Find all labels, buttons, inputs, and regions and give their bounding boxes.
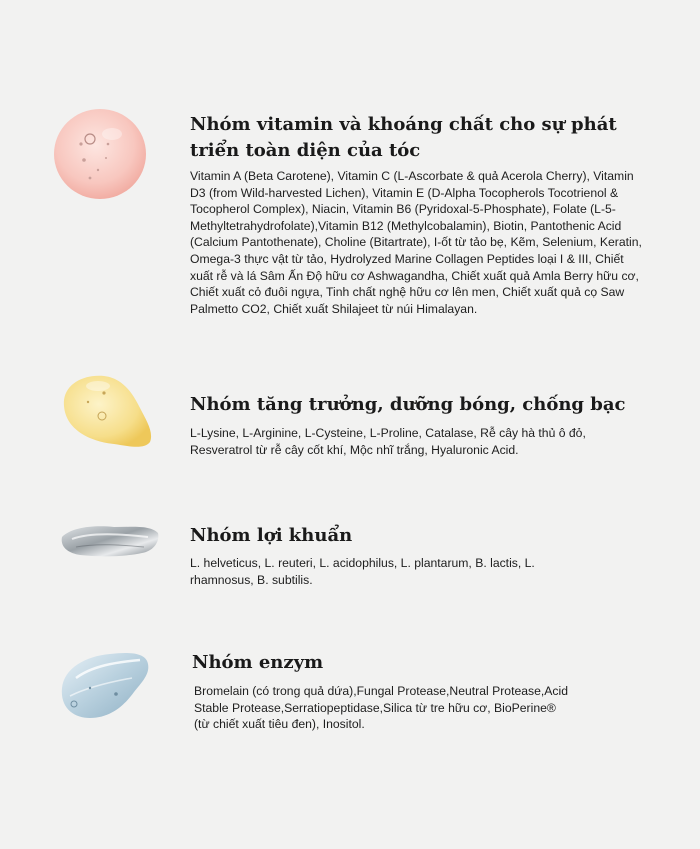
section-title: Nhóm vitamin và khoáng chất cho sự phát triển toàn diện của tóc <box>190 114 617 161</box>
blue-gel-smear-icon <box>56 648 152 724</box>
section-body: L-Lysine, L-Arginine, L-Cysteine, L-Proline, Catalase, Rễ cây hà thủ ô đỏ, Resveratrol từ rễ cây cốt khí, Mộc nhĩ trắng, Hyaluronic Acid. <box>190 426 586 457</box>
section-title: Nhóm lợi khuẩn <box>190 525 353 546</box>
section-body: Vitamin A (Beta Carotene), Vitamin C (L-Ascorbate & quả Acerola Cherry), Vitamin D3 (from Wild-harvested Lichen), Vitamin E (D-Alpha Tocopherols Tocotrienol & Tocopherol Complex), Niacin, Vitamin B6 (Pyridoxal-5-Phosphate), Folate (L-5-Methyltetrahydrofolate),Vitamin B12 (Methylcobalamin), Biotin, Pantothenic Acid (Calcium Pantothenate), Choline (Bitartrate), I-ốt từ tảo bẹ, Kẽm, Selenium, Keratin, Omega-3 thực vật từ tảo, Hydrolyzed Marine Collagen Peptides loại I & III, Chiết xuất rễ và lá Sâm Ấn Độ hữu cơ Ashwagandha, Chiết xuất quả Amla Berry hữu cơ, Chiết xuất cỏ đuôi ngựa, Tinh chất nghệ hữu cơ lên men, Chiết xuất quả cọ Saw Palmetto CO2, Chiết xuất Shilajeet từ núi Himalayan. <box>190 169 642 316</box>
section-title: Nhóm enzym <box>192 652 324 673</box>
section-body: Bromelain (có trong quả dứa),Fungal Protease,Neutral Protease,Acid Stable Protease,Serratiopeptidase,Silica từ tre hữu cơ, BioPerine® (từ chiết xuất tiêu đen), Inositol. <box>194 684 568 732</box>
pink-serum-drop-icon <box>50 106 150 202</box>
section-title: Nhóm tăng trưởng, dưỡng bóng, chống bạc <box>190 394 626 415</box>
yellow-gel-drop-icon <box>58 372 158 450</box>
silver-gel-smear-icon <box>58 521 162 561</box>
section-body: L. helveticus, L. reuteri, L. acidophilus, L. plantarum, B. lactis, L. rhamnosus, B. subtilis. <box>190 556 535 587</box>
